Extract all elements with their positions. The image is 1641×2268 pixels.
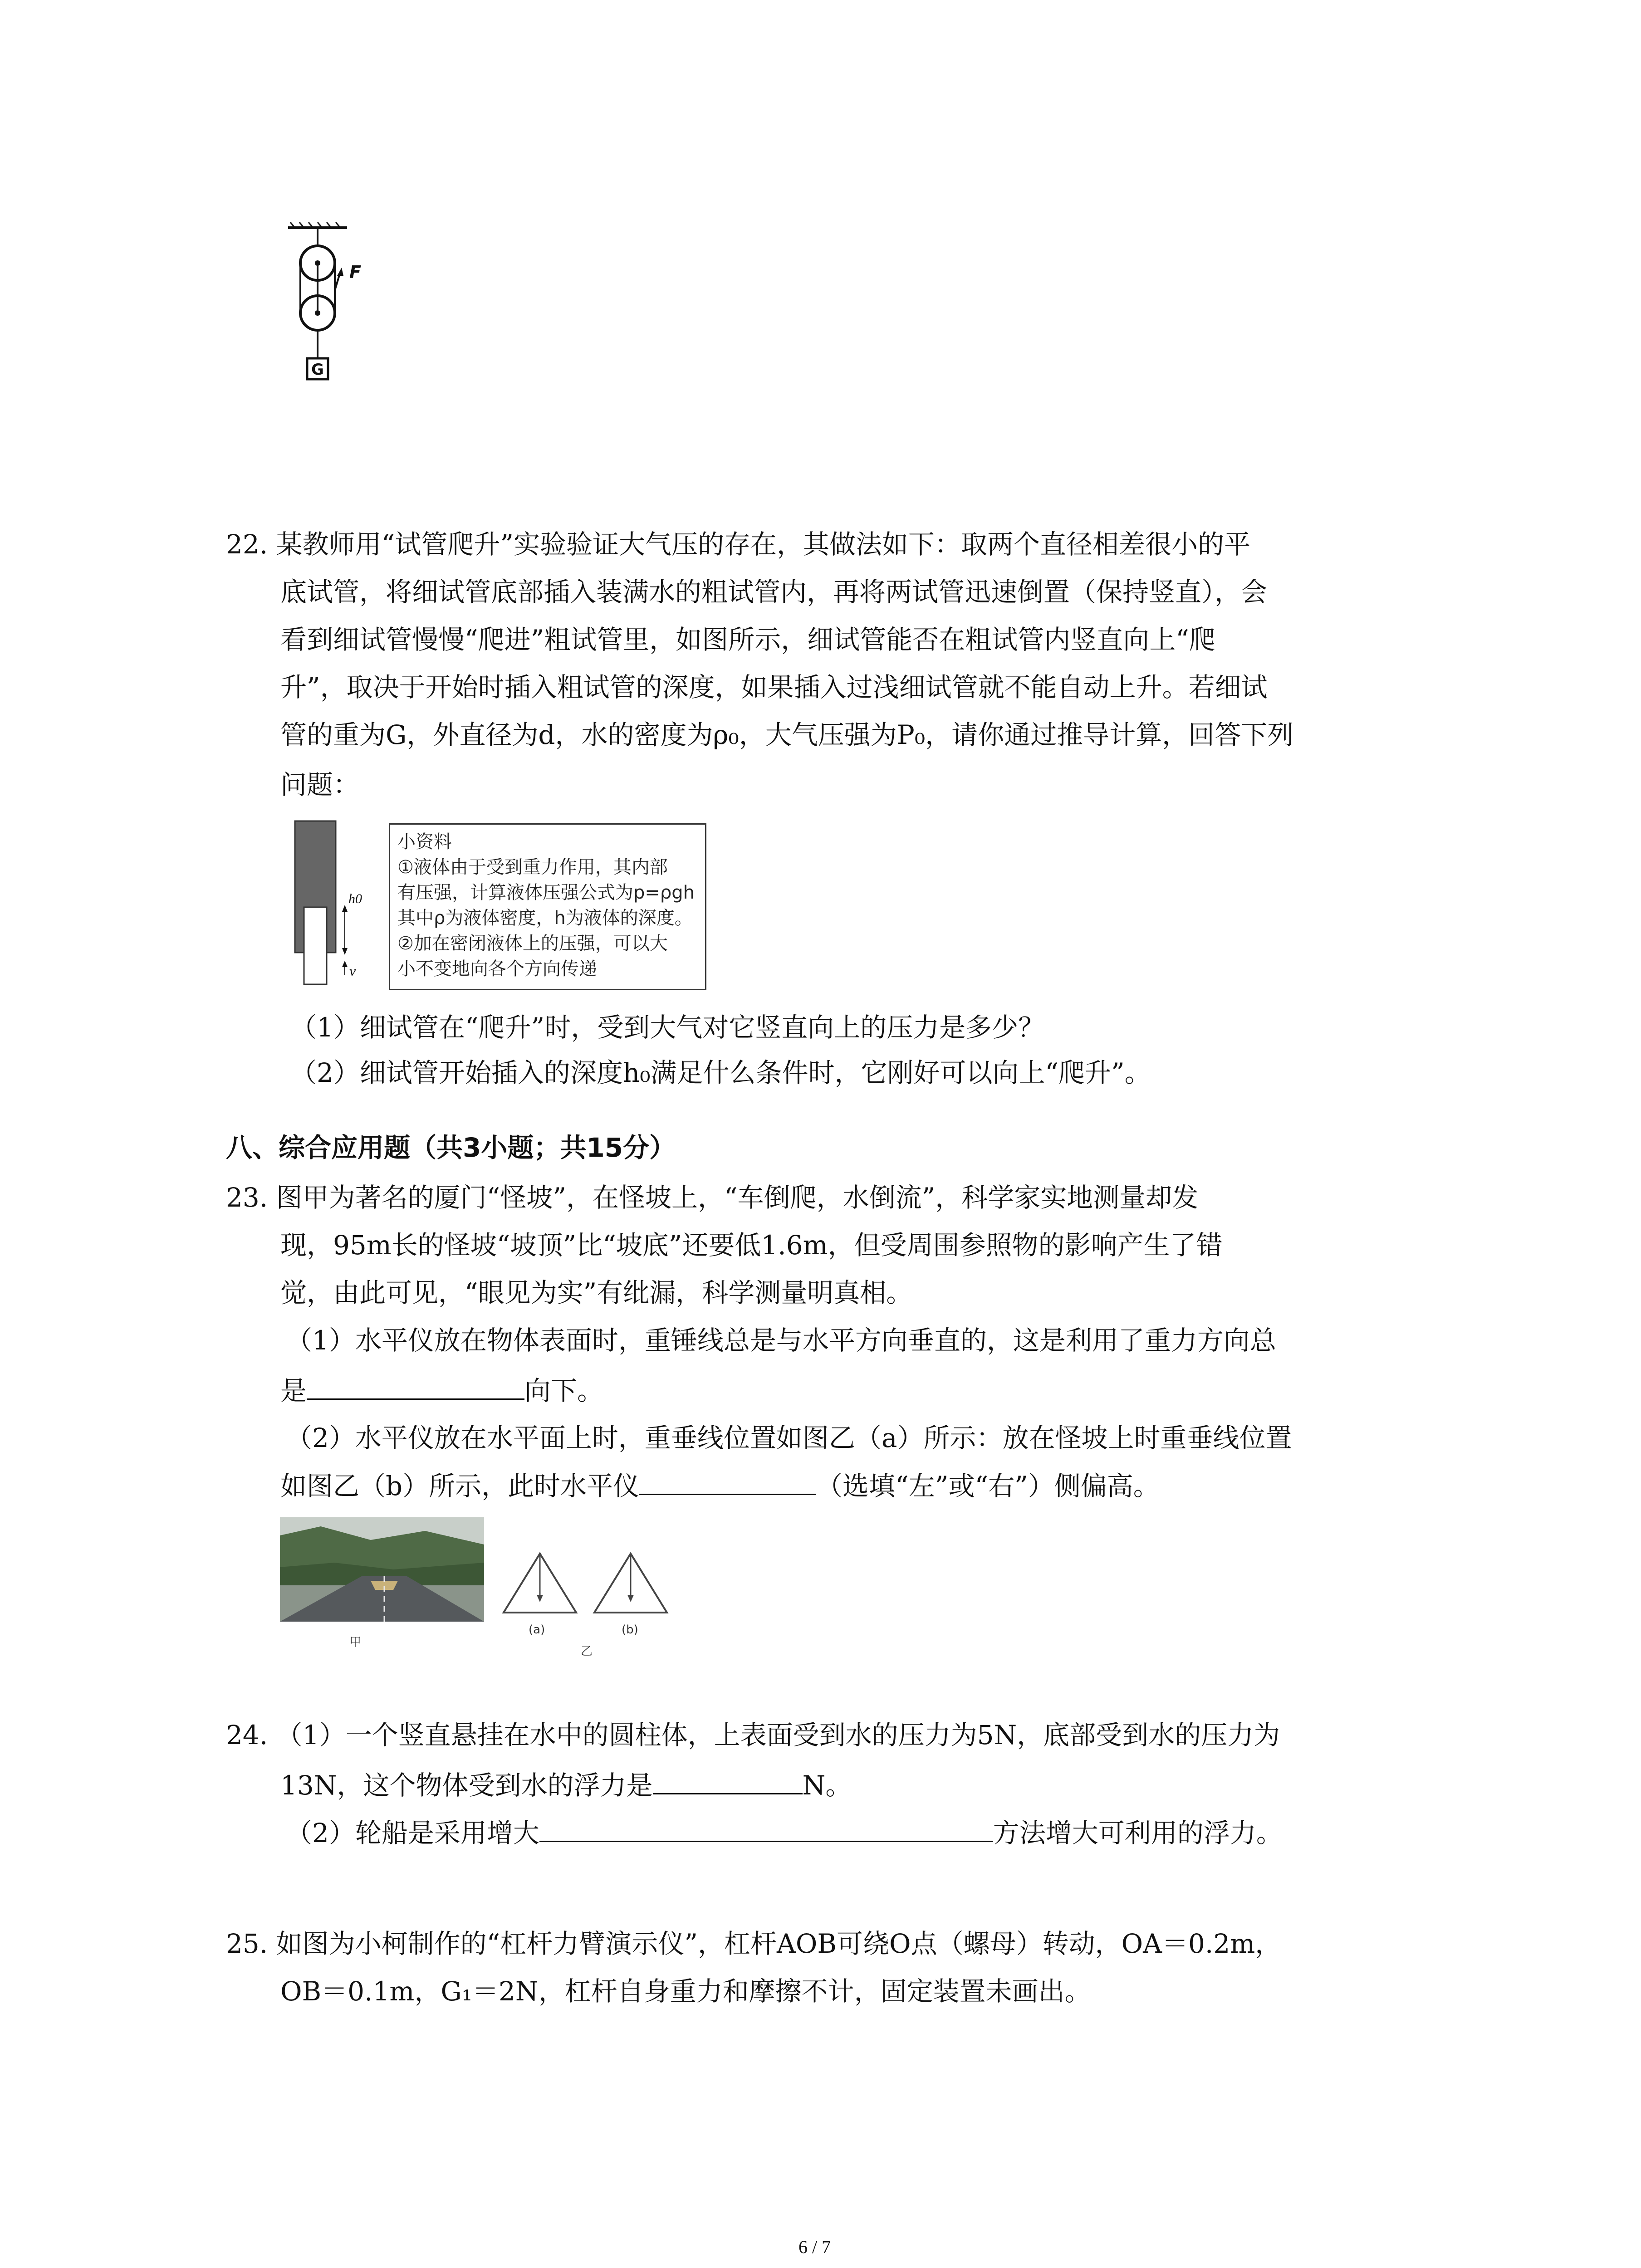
q23-answer-blank-1[interactable] — [307, 1372, 524, 1400]
q24-line-2 — [280, 1767, 852, 1804]
q23-line-3: 觉，由此可见，“眼见为实”有纰漏，科学测量明真相。 — [280, 1277, 913, 1308]
note-line-5: 小不变地向各个方向传递 — [397, 958, 597, 979]
q23-sub1-prefix: 是 — [280, 1375, 307, 1406]
force-label-f: F — [349, 262, 361, 282]
section-heading: 八、综合应用题（共3小题；共15分） — [226, 1132, 676, 1163]
q24-answer-blank-2[interactable] — [539, 1814, 993, 1842]
q24-sub2-suffix: 方法增大可利用的浮力。 — [993, 1818, 1283, 1848]
photo-label-jia: 甲 — [349, 1636, 362, 1649]
depth-label-h0: h0 — [348, 891, 362, 906]
q23-line-2: 现，95m长的怪坡“坡顶”比“坡底”还要低1.6m，但受周围参照物的影响产生了错 — [280, 1230, 1223, 1261]
q22-line-4: 升”，取决于开始时插入粗试管的深度，如果插入过浅细试管就不能自动上升。若细试 — [280, 672, 1268, 703]
q24-line-2-suffix: N。 — [802, 1770, 852, 1801]
q22-line-1: 22. 某教师用“试管爬升”实验验证大气压的存在，其做法如下：取两个直径相差很小的平 — [226, 529, 1250, 560]
q25-line-2: OB＝0.1m，G₁＝2N，杠杆自身重力和摩擦不计，固定装置未画出。 — [280, 1976, 1091, 2007]
q23-line-1: 23. 图甲为著名的厦门“怪坡”，在怪坡上，“车倒爬，水倒流”，科学家实地测量却发 — [226, 1182, 1199, 1213]
q22-subquestion-2: （2）细试管开始插入的深度h₀满足什么条件时，它刚好可以向上“爬升”。 — [290, 1057, 1151, 1088]
q23-sub2-prefix: 如图乙（b）所示，此时水平仪 — [280, 1471, 640, 1501]
reference-note-box — [389, 823, 706, 990]
level-triangle-a — [501, 1551, 578, 1615]
q23-subquestion-2-line-1: （2）水平仪放在水平面上时，重垂线位置如图乙（a）所示：放在怪坡上时重垂线位置 — [286, 1422, 1292, 1453]
q23-sub1-suffix: 向下。 — [524, 1375, 604, 1406]
q23-subquestion-1-line-1: （1）水平仪放在物体表面时，重锤线总是与水平方向垂直的，这是利用了重力方向总 — [286, 1325, 1276, 1356]
q24-subquestion-2 — [286, 1814, 1283, 1851]
triangle-label-b: (b) — [622, 1623, 638, 1637]
q24-sub2-prefix: （2）轮船是采用增大 — [286, 1818, 539, 1848]
q25-line-1: 25. 如图为小柯制作的“杠杆力臂演示仪”，杠杆AOB可绕O点（螺母）转动，OA＝0.2m， — [226, 1928, 1282, 1959]
note-line-2: 有压强，计算液体压强公式为p=ρgh — [397, 882, 695, 903]
q24-line-1: 24. （1）一个竖直悬挂在水中的圆柱体，上表面受到水的压力为5N，底部受到水的压力为 — [226, 1720, 1280, 1750]
note-line-4: ②加在密闭液体上的压强，可以大 — [397, 933, 668, 954]
q23-answer-blank-2[interactable] — [639, 1467, 816, 1495]
figure-label-yi: 乙 — [581, 1645, 593, 1658]
q23-subquestion-1-line-2 — [280, 1372, 603, 1409]
velocity-label-v: v — [349, 963, 356, 979]
strange-slope-photo — [280, 1517, 484, 1622]
note-line-3: 其中ρ为液体密度，h为液体的深度。 — [397, 908, 693, 929]
q22-line-2: 底试管，将细试管底部插入装满水的粗试管内，再将两试管迅速倒置（保持竖直），会 — [280, 577, 1268, 607]
q23-sub2-suffix: （选填“左”或“右”）侧偏高。 — [816, 1471, 1160, 1501]
q22-line-6: 问题： — [280, 769, 360, 800]
q24-line-2-prefix: 13N，这个物体受到水的浮力是 — [280, 1770, 653, 1801]
q22-subquestion-1: （1）细试管在“爬升”时，受到大气对它竖直向上的压力是多少？ — [290, 1012, 1045, 1043]
triangle-label-a: (a) — [529, 1623, 545, 1637]
level-triangle-b — [592, 1551, 669, 1615]
q22-line-5: 管的重为G，外直径为d，水的密度为ρ₀，大气压强为P₀，请你通过推导计算，回答下列 — [280, 719, 1294, 750]
note-title: 小资料 — [397, 831, 452, 852]
weight-label-g: G — [311, 361, 324, 379]
note-line-1: ①液体由于受到重力作用，其内部 — [397, 857, 668, 878]
page-number: 6 / 7 — [798, 2237, 831, 2257]
q24-answer-blank-1[interactable] — [653, 1767, 803, 1794]
pulley-figure — [279, 222, 370, 395]
q22-line-3: 看到细试管慢慢“爬进”粗试管里，如图所示，细试管能否在粗试管内竖直向上“爬 — [280, 624, 1215, 655]
q23-subquestion-2-line-2 — [280, 1467, 1160, 1504]
